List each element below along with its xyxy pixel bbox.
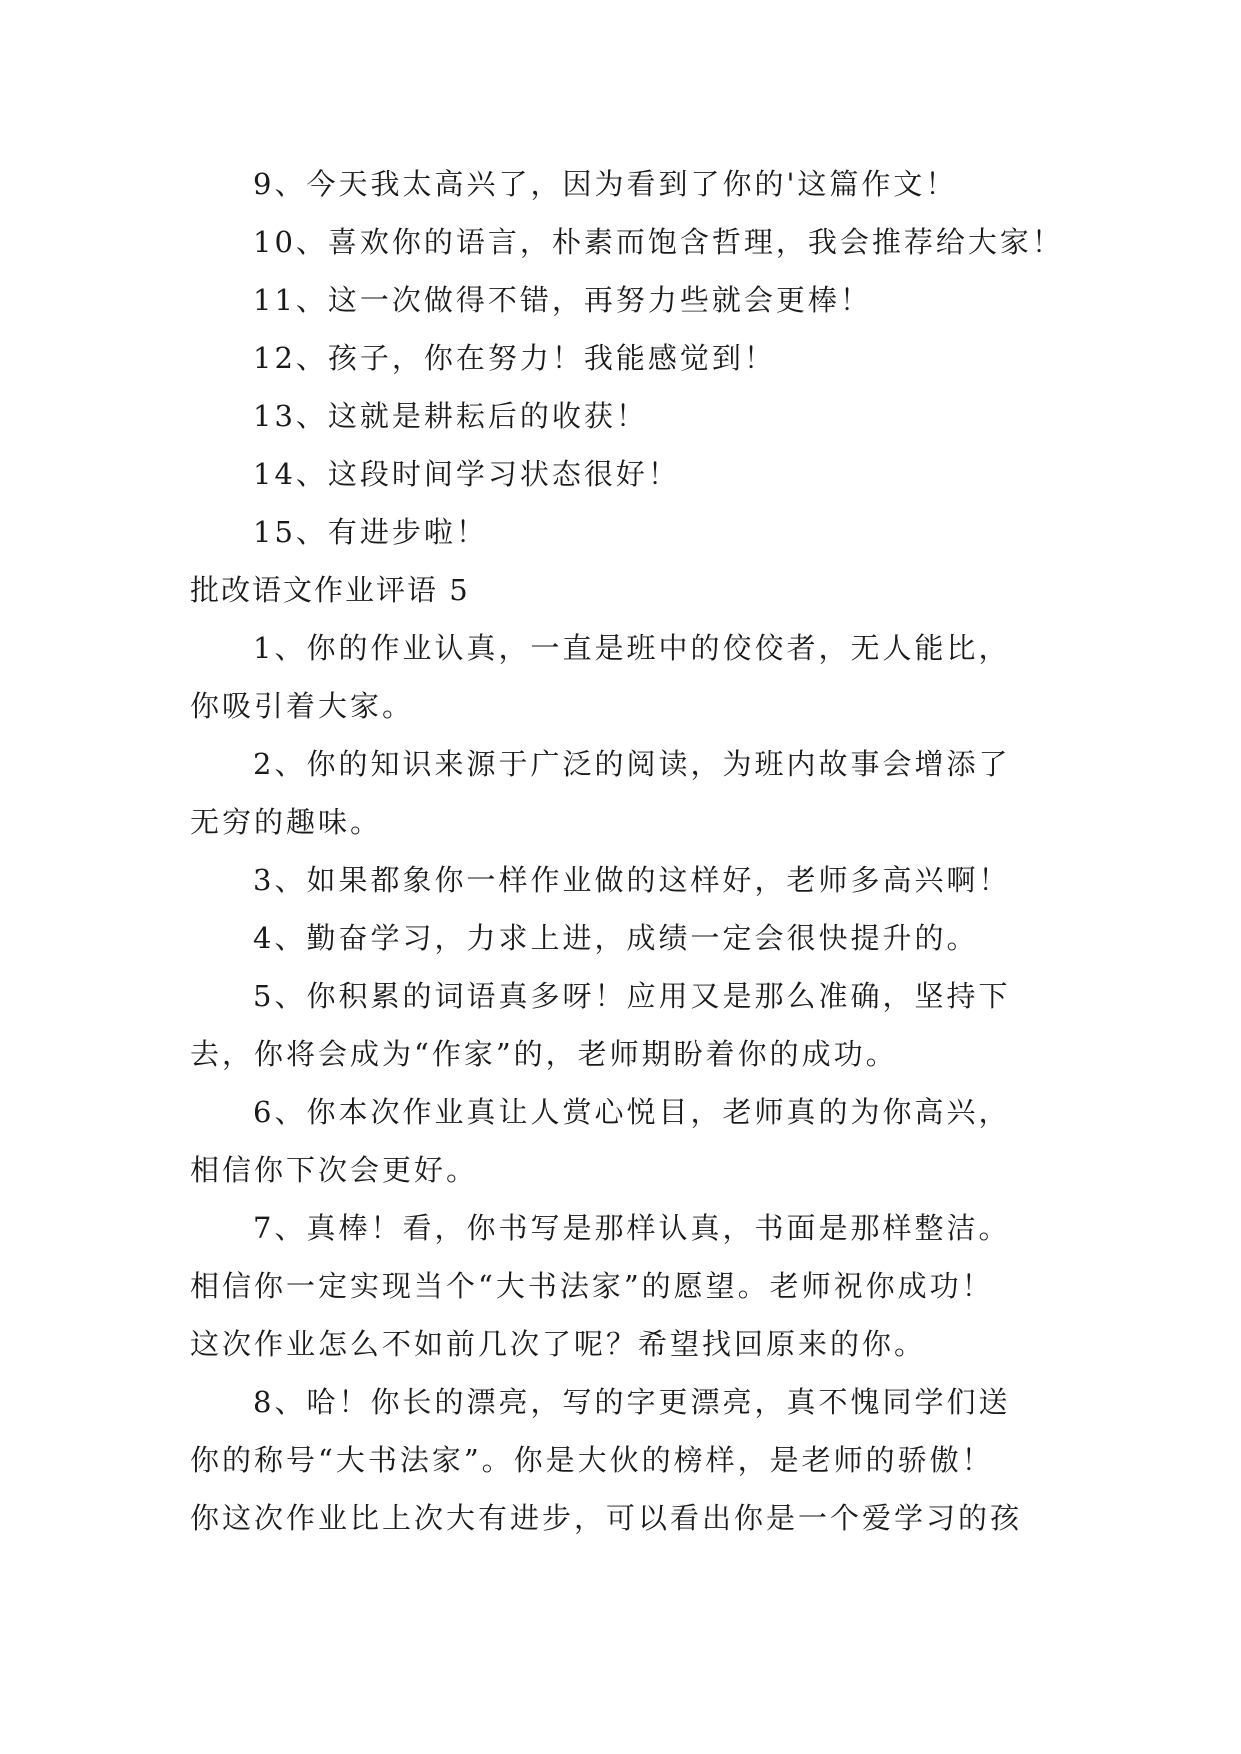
paragraph-line: 你吸引着大家。 — [190, 689, 415, 723]
paragraph-line: 4、勤奋学习，力求上进，成绩一定会很快提升的。 — [253, 921, 979, 955]
paragraph-line: 1、你的作业认真，一直是班中的佼佼者，无人能比， — [253, 631, 1011, 665]
list-item: 15、有进步啦！ — [253, 515, 488, 549]
list-item: 13、这就是耕耘后的收获！ — [253, 399, 648, 433]
paragraph-line: 5、你积累的词语真多呀！应用又是那么准确，坚持下 — [253, 979, 1011, 1013]
list-item: 9、今天我太高兴了，因为看到了你的'这篇作文！ — [253, 167, 958, 201]
paragraph-line: 你的称号“大书法家”。你是大伙的榜样，是老师的骄傲！ — [190, 1443, 994, 1477]
paragraph-line: 8、哈！你长的漂亮，写的字更漂亮，真不愧同学们送 — [253, 1385, 1011, 1419]
paragraph-line: 这次作业怎么不如前几次了呢？希望找回原来的你。 — [190, 1327, 927, 1361]
paragraph-line: 你这次作业比上次大有进步，可以看出你是一个爱学习的孩 — [190, 1501, 1023, 1535]
paragraph-line: 去，你将会成为“作家”的，老师期盼着你的成功。 — [190, 1037, 898, 1071]
paragraph-line: 无穷的趣味。 — [190, 805, 383, 839]
list-item: 10、喜欢你的语言，朴素而饱含哲理，我会推荐给大家！ — [253, 225, 1064, 259]
list-item: 12、孩子，你在努力！我能感觉到！ — [253, 341, 776, 375]
list-item: 14、这段时间学习状态很好！ — [253, 457, 680, 491]
paragraph-line: 相信你下次会更好。 — [190, 1153, 479, 1187]
paragraph-line: 3、如果都象你一样作业做的这样好，老师多高兴啊！ — [253, 863, 1011, 897]
list-item: 11、这一次做得不错，再努力些就会更棒！ — [253, 283, 872, 317]
paragraph-line: 相信你一定实现当个“大书法家”的愿望。老师祝你成功！ — [190, 1269, 994, 1303]
section-title: 批改语文作业评语 5 — [190, 573, 470, 607]
paragraph-line: 2、你的知识来源于广泛的阅读，为班内故事会增添了 — [253, 747, 1011, 781]
paragraph-line: 6、你本次作业真让人赏心悦目，老师真的为你高兴， — [253, 1095, 1011, 1129]
paragraph-line: 7、真棒！看，你书写是那样认真，书面是那样整洁。 — [253, 1211, 1011, 1245]
